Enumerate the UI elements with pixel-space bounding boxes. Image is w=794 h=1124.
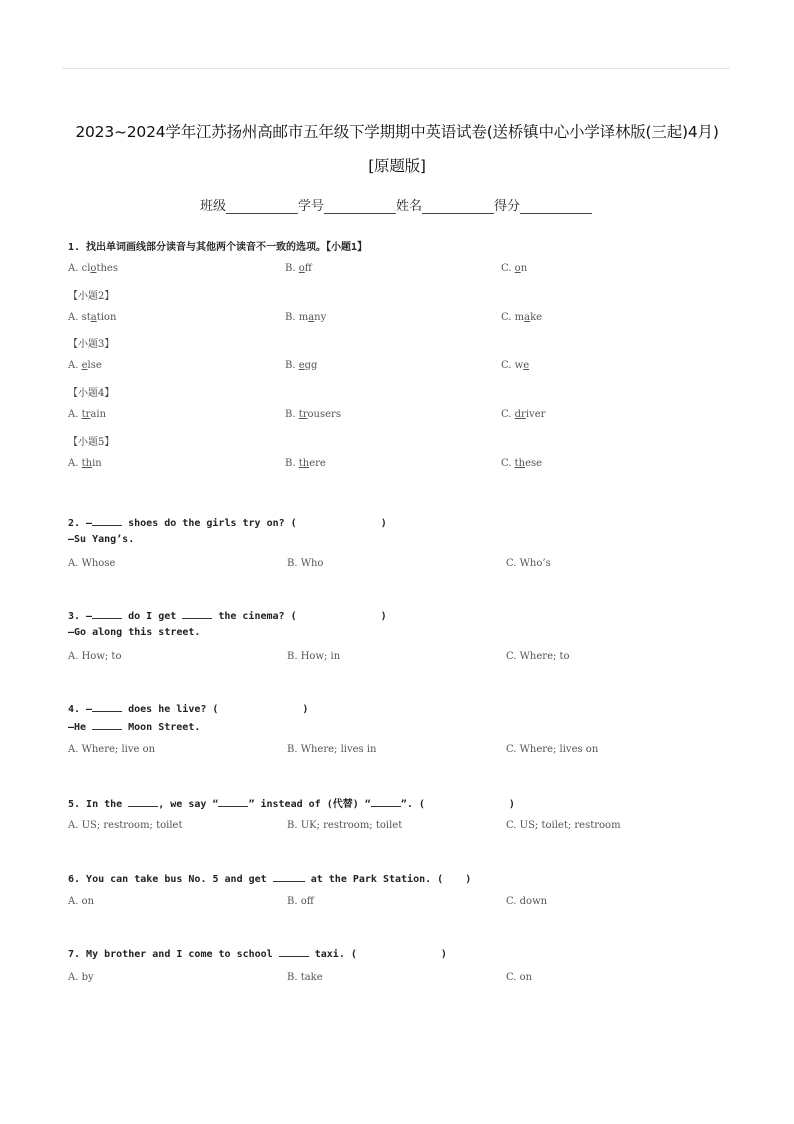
page-subtitle: [原题版] <box>368 157 426 175</box>
q1-sub3-label: 【小题3】 <box>68 339 115 350</box>
q1-sub4-options <box>68 409 708 423</box>
option-a[interactable]: A. on <box>68 896 95 907</box>
option-c[interactable]: C. we <box>501 360 530 371</box>
number-blank[interactable] <box>324 201 396 214</box>
option-c[interactable]: C. Where; to <box>506 651 570 662</box>
number-field: 学号 <box>298 195 396 214</box>
answer-blank[interactable] <box>273 872 305 882</box>
option-b[interactable]: B. UK; restroom; toilet <box>287 820 403 831</box>
answer-blank-2[interactable] <box>92 720 122 730</box>
student-info <box>200 195 600 214</box>
score-blank[interactable] <box>520 201 592 214</box>
answer-blank-3[interactable] <box>371 797 401 807</box>
option-b[interactable]: B. many <box>285 312 327 323</box>
option-a[interactable]: A. else <box>68 360 102 371</box>
option-b[interactable]: B. take <box>287 972 323 983</box>
q6-options <box>68 896 708 910</box>
option-a[interactable]: A. How; to <box>68 651 122 662</box>
page-title: 2023~2024学年江苏扬州高邮市五年级下学期期中英语试卷(送桥镇中心小学译林版(三起)4月) <box>75 123 719 141</box>
option-c[interactable]: C. on <box>506 972 533 983</box>
q5-options <box>68 820 708 834</box>
option-a[interactable]: A. thin <box>68 458 102 469</box>
name-blank[interactable] <box>422 201 494 214</box>
q1-sub2-label: 【小题2】 <box>68 291 115 302</box>
question-4-stem: 4. — does he live? ( ) <box>68 704 309 715</box>
question-1-stem: 1. 找出单词画线部分读音与其他两个读音不一致的选项。【小题1】 <box>68 242 368 253</box>
q1-sub2-options <box>68 312 708 326</box>
option-a[interactable]: A. Where; live on <box>68 744 156 755</box>
q1-sub5-options <box>68 458 708 472</box>
option-c[interactable]: C. make <box>501 312 543 323</box>
q7-options <box>68 972 708 986</box>
q1-sub5-label: 【小题5】 <box>68 437 115 448</box>
question-3-stem: 3. — do I get the cinema? ( ) <box>68 611 387 622</box>
answer-blank[interactable] <box>279 947 309 957</box>
answer-blank[interactable] <box>92 516 122 526</box>
q4-options <box>68 744 708 758</box>
option-a[interactable]: A. Whose <box>68 558 116 569</box>
question-5-stem: 5. In the , we say “ ” instead of (代替) “ ”. ( ) <box>68 799 515 810</box>
score-field: 得分 <box>494 195 592 214</box>
option-b[interactable]: B. egg <box>285 360 318 371</box>
answer-blank-1[interactable] <box>92 609 122 619</box>
option-a[interactable]: A. station <box>68 312 117 323</box>
option-a[interactable]: A. train <box>68 409 107 420</box>
question-6-stem: 6. You can take bus No. 5 and get at the Park Station. ( ) <box>68 874 472 885</box>
option-b[interactable]: B. off <box>285 263 312 274</box>
class-blank[interactable] <box>226 201 298 214</box>
answer-blank-1[interactable] <box>92 702 122 712</box>
option-c[interactable]: C. Who’s <box>506 558 551 569</box>
question-7-stem: 7. My brother and I come to school taxi. ( ) <box>68 949 447 960</box>
option-c[interactable]: C. these <box>501 458 543 469</box>
question-2-stem: 2. — shoes do the girls try on? ( ) <box>68 518 387 529</box>
option-a[interactable]: A. US; restroom; toilet <box>68 820 183 831</box>
option-c[interactable]: C. Where; lives on <box>506 744 599 755</box>
question-3-reply: —Go along this street. <box>68 627 201 638</box>
option-a[interactable]: A. clothes <box>68 263 118 274</box>
answer-blank-2[interactable] <box>218 797 248 807</box>
answer-blank-2[interactable] <box>182 609 212 619</box>
q2-options <box>68 558 708 572</box>
option-b[interactable]: B. trousers <box>285 409 341 420</box>
option-b[interactable]: B. there <box>285 458 326 469</box>
option-b[interactable]: B. off <box>287 896 314 907</box>
answer-blank-1[interactable] <box>128 797 158 807</box>
option-c[interactable]: C. on <box>501 263 528 274</box>
question-2-reply: —Su Yang’s. <box>68 534 135 545</box>
option-b[interactable]: B. Who <box>287 558 324 569</box>
q1-sub3-options <box>68 360 708 374</box>
option-c[interactable]: C. driver <box>501 409 546 420</box>
q1-sub1-options <box>68 263 708 277</box>
class-field: 班级 <box>200 195 298 214</box>
question-4-reply: —He Moon Street. <box>68 722 201 733</box>
option-b[interactable]: B. How; in <box>287 651 341 662</box>
q1-sub4-label: 【小题4】 <box>68 388 115 399</box>
option-c[interactable]: C. US; toilet; restroom <box>506 820 621 831</box>
option-c[interactable]: C. down <box>506 896 548 907</box>
top-divider <box>62 68 730 69</box>
q3-options <box>68 651 708 665</box>
option-b[interactable]: B. Where; lives in <box>287 744 377 755</box>
name-field: 姓名 <box>396 195 494 214</box>
option-a[interactable]: A. by <box>68 972 94 983</box>
